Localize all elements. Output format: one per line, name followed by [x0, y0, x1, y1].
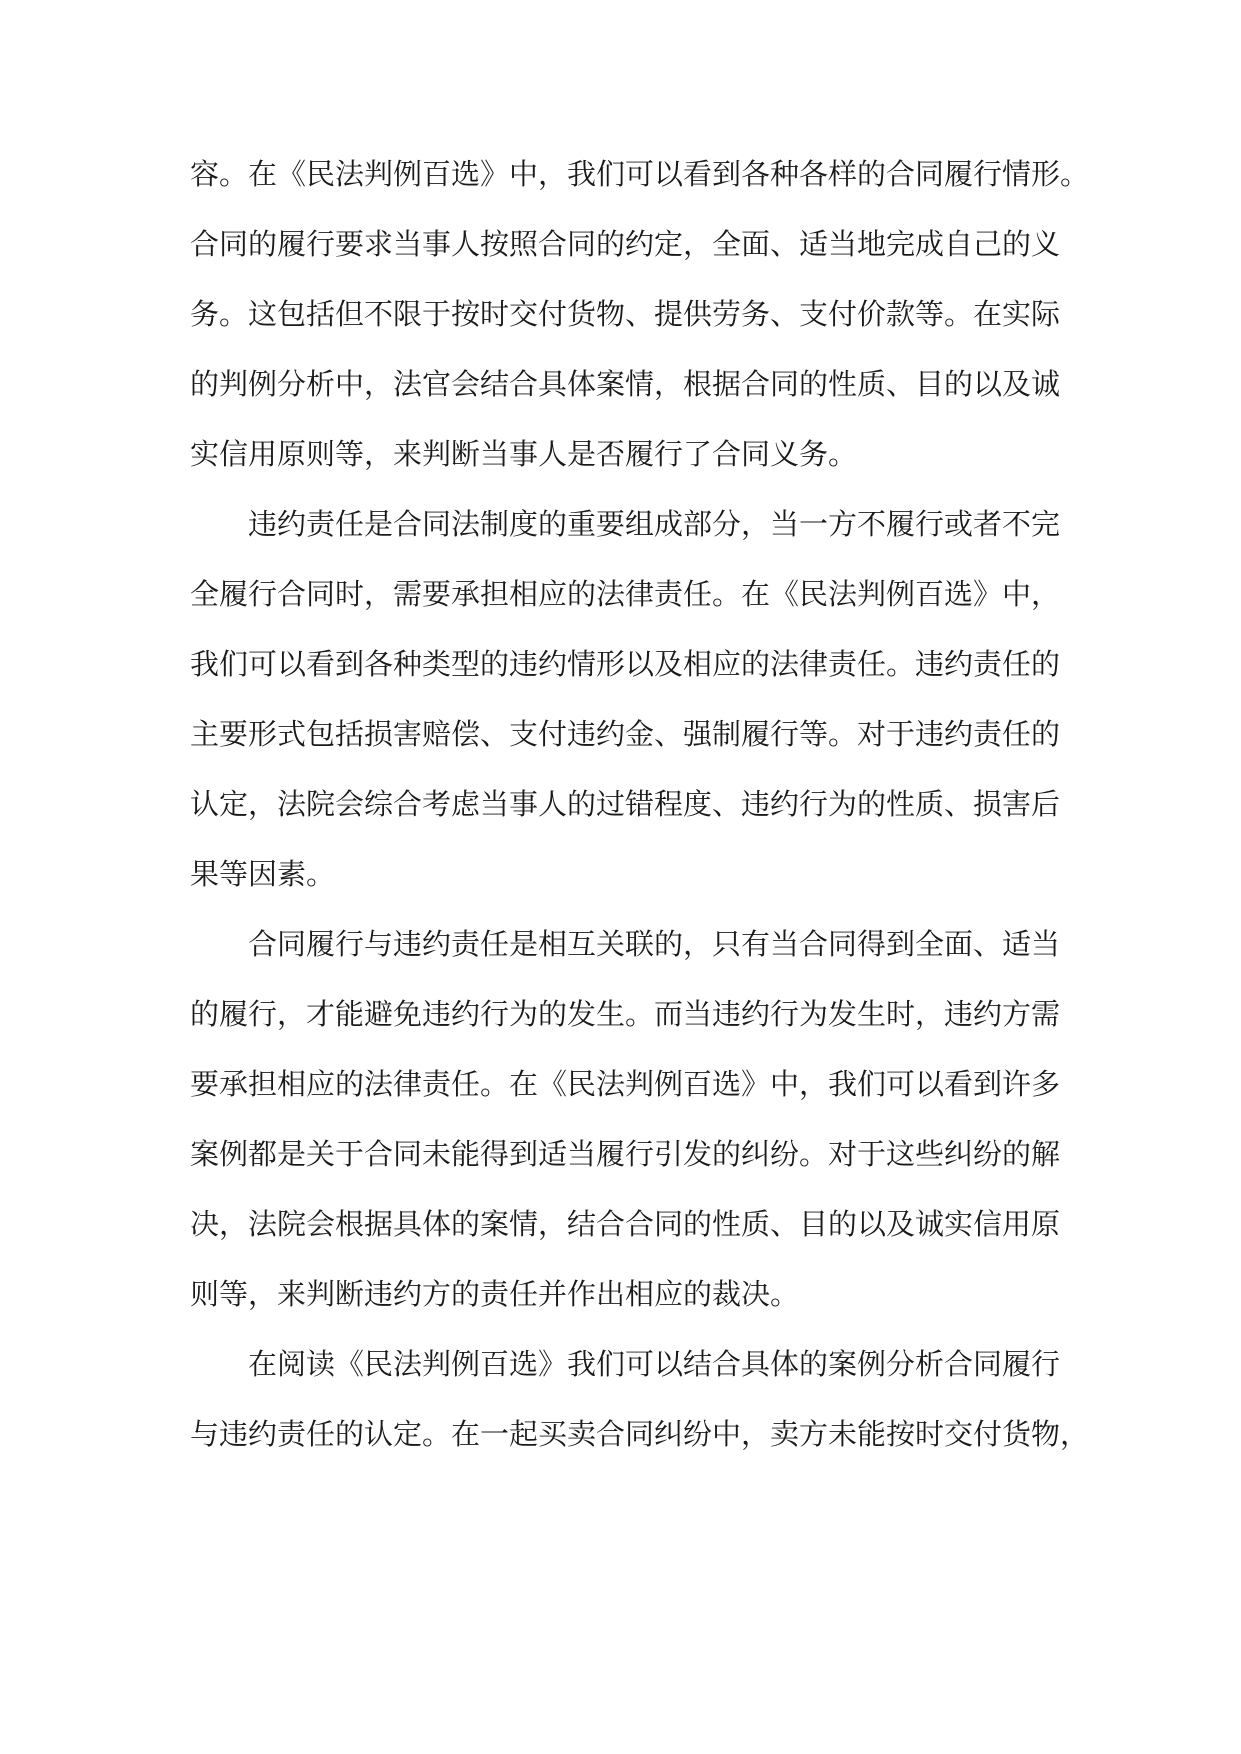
- paragraph-3-line-4: 案例都是关于合同未能得到适当履行引发的纠纷。对于这些纠纷的解: [190, 1137, 1061, 1171]
- paragraph-3-line-1: 合同履行与违约责任是相互关联的，只有当合同得到全面、适当: [248, 927, 1061, 961]
- paragraph-1-line-4: 的判例分析中，法官会结合具体案情，根据合同的性质、目的以及诚: [190, 367, 1061, 401]
- paragraph-1-line-1: 容。在《民法判例百选》中，我们可以看到各种各样的合同履行情形。: [190, 157, 1090, 191]
- paragraph-3-line-6: 则等，来判断违约方的责任并作出相应的裁决。: [190, 1277, 800, 1311]
- paragraph-3-line-2: 的履行，才能避免违约行为的发生。而当违约行为发生时，违约方需: [190, 997, 1061, 1031]
- paragraph-2-line-3: 我们可以看到各种类型的违约情形以及相应的法律责任。违约责任的: [190, 647, 1061, 681]
- body-text: [190, 139, 1090, 1469]
- paragraph-1-line-2: 合同的履行要求当事人按照合同的约定，全面、适当地完成自己的义: [190, 227, 1061, 261]
- paragraph-1-line-3: 务。这包括但不限于按时交付货物、提供劳务、支付价款等。在实际: [190, 297, 1061, 331]
- paragraph-2-line-4: 主要形式包括损害赔偿、支付违约金、强制履行等。对于违约责任的: [190, 717, 1061, 751]
- paragraph-2-line-6: 果等因素。: [190, 857, 336, 891]
- paragraph-2-line-1: 违约责任是合同法制度的重要组成部分，当一方不履行或者不完: [248, 507, 1061, 541]
- paragraph-3-line-3: 要承担相应的法律责任。在《民法判例百选》中，我们可以看到许多: [190, 1067, 1061, 1101]
- paragraph-1-line-5: 实信用原则等，来判断当事人是否履行了合同义务。: [190, 437, 858, 471]
- paragraph-4-line-1: 在阅读《民法判例百选》我们可以结合具体的案例分析合同履行: [248, 1347, 1061, 1381]
- paragraph-4-line-2: 与违约责任的认定。在一起买卖合同纠纷中，卖方未能按时交付货物，: [190, 1417, 1090, 1451]
- paragraph-2-line-5: 认定，法院会综合考虑当事人的过错程度、违约行为的性质、损害后: [190, 787, 1061, 821]
- paragraph-2-line-2: 全履行合同时，需要承担相应的法律责任。在《民法判例百选》中，: [190, 577, 1061, 611]
- paragraph-3-line-5: 决，法院会根据具体的案情，结合合同的性质、目的以及诚实信用原: [190, 1207, 1061, 1241]
